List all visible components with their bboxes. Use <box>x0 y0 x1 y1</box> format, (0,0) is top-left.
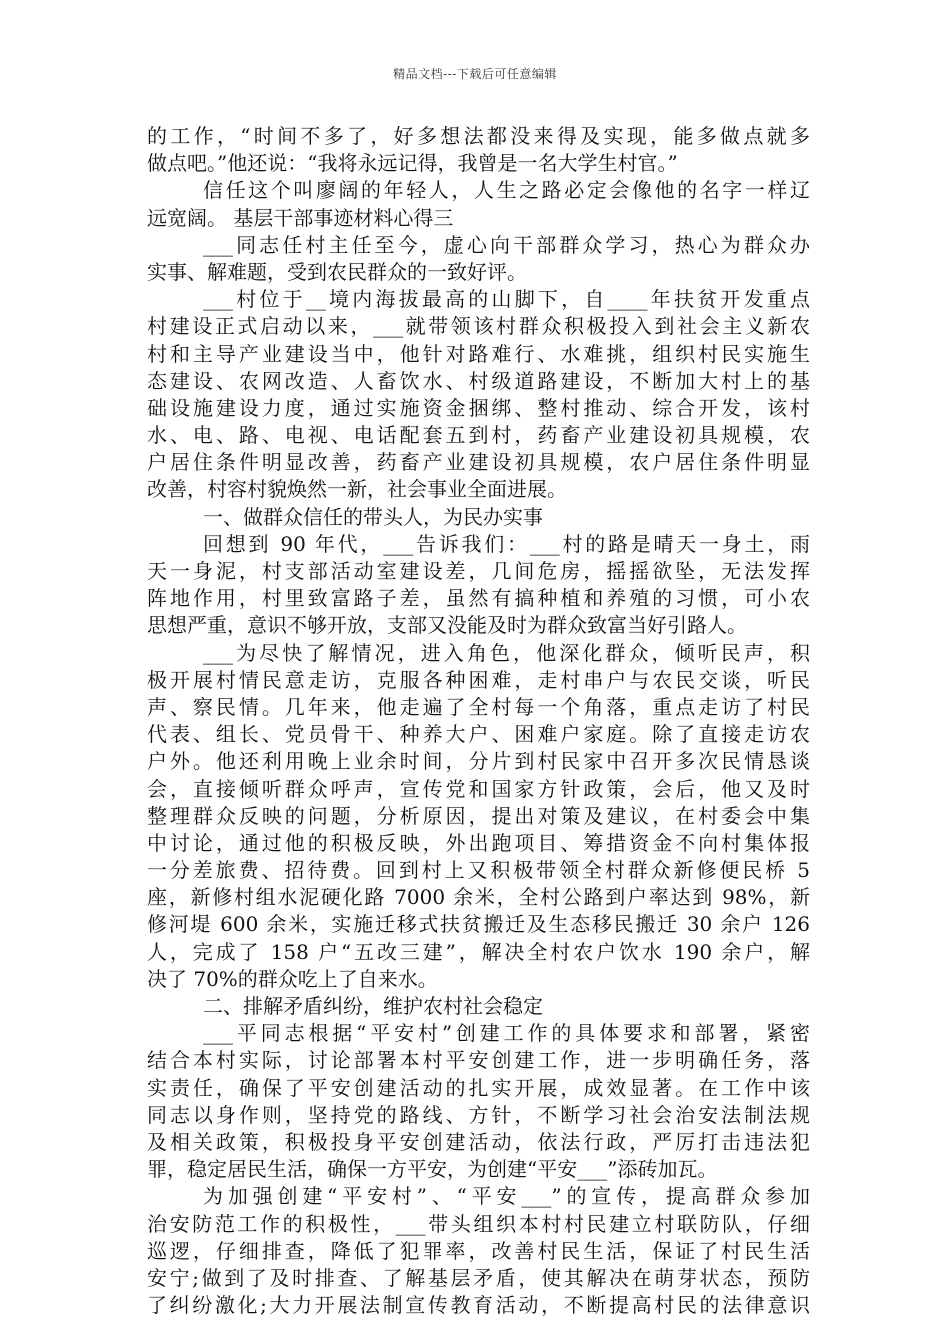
text-line: 巡逻，仔细排查，降低了犯罪率，改善村民生活，保证了村民生活 <box>147 1238 810 1263</box>
text-line: 一分差旅费、招待费。回到村上又积极带领全村群众新修便民桥 5 <box>147 858 810 883</box>
text-line: 声、察民情。几年来，他走遍了全村每一个角落，重点走访了村民 <box>147 694 810 719</box>
text-line: 远宽阔。 基层干部事迹材料心得三 <box>147 205 454 230</box>
document-body <box>147 123 810 1319</box>
text-line: 的工作，“时间不多了，好多想法都没来得及实现，能多做点就多 <box>147 124 810 148</box>
text-line: 治安防范工作的积极性，___带头组织本村村民建立村联防队，仔细 <box>147 1211 810 1236</box>
text-line: 为加强创建“平安村”、“平安___”的宣传，提高群众参加 <box>203 1184 810 1209</box>
text-line: 态建设、农网改造、人畜饮水、村级道路建设，不断加大村上的基 <box>147 368 810 393</box>
text-line: ___村位于__境内海拔最高的山脚下，自____年扶贫开发重点 <box>203 287 810 312</box>
text-line: 思想严重，意识不够开放，支部又没能及时为群众致富当好引路人。 <box>147 613 747 638</box>
text-line: 础设施建设力度，通过实施资金捆绑、整村推动、综合开发，该村 <box>147 395 810 420</box>
text-line: 会，直接倾听群众呼声，宣传党和国家方针政策，会后，他又及时 <box>147 776 810 801</box>
text-line: 了纠纷激化;大力开展法制宣传教育活动，不断提高村民的法律意识 <box>147 1293 810 1318</box>
text-line: 代表、组长、党员骨干、种养大户、困难户家庭。除了直接走访农 <box>147 722 810 747</box>
text-line: 二、排解矛盾纠纷，维护农村社会稳定 <box>203 994 543 1018</box>
text-line: 信任这个叫廖阔的年轻人，人生之路必定会像他的名字一样辽 <box>203 178 810 203</box>
text-line: 极开展村情民意走访，克服各种困难，走村串户与农民交谈，听民 <box>147 667 810 692</box>
text-line: 整理群众反映的问题，分析原因，提出对策及建议，在村委会中集 <box>147 803 810 828</box>
text-line: 人，完成了 158 户“五改三建”，解决全村农户饮水 190 余户，解 <box>147 939 810 964</box>
text-line: 决了 70%的群众吃上了自来水。 <box>147 966 438 991</box>
text-line: 水、电、路、电视、电话配套五到村，药畜产业建设初具规模，农 <box>147 423 810 448</box>
text-line: 一、做群众信任的带头人，为民办实事 <box>203 504 543 529</box>
text-line: 中讨论，通过他的积极反映，外出跑项目、筹措资金不向村集体报 <box>147 830 810 855</box>
text-line: 做点吧。”他还说：“我将永远记得，我曾是一名大学生村官。” <box>147 151 678 176</box>
text-line: 罪，稳定居民生活，确保一方平安，为创建“平安___”添砖加瓦。 <box>147 1157 718 1182</box>
text-line: 及相关政策，积极投身平安创建活动，依法行政，严厉打击违法犯 <box>147 1129 810 1154</box>
text-line: 修河堤 600 余米，实施迁移式扶贫搬迁及生态移民搬迁 30 余户 126 <box>147 912 810 937</box>
page-header: 精品文档---下载后可任意编辑 <box>393 67 557 81</box>
text-line: 村建设正式启动以来，___就带领该村群众积极投入到社会主义新农 <box>147 314 810 339</box>
text-line: 安宁;做到了及时排查、了解基层矛盾，使其解决在萌芽状态，预防 <box>147 1265 810 1290</box>
text-line: 实责任，确保了平安创建活动的扎实开展，成效显著。在工作中该 <box>147 1075 810 1100</box>
text-line: ___为尽快了解情况，进入角色，他深化群众，倾听民声，积 <box>203 640 810 665</box>
text-line: ___平同志根据“平安村”创建工作的具体要求和部署，紧密 <box>203 1021 810 1046</box>
text-line: 户居住条件明显改善，药畜产业建设初具规模，农户居住条件明显 <box>147 450 810 475</box>
text-line: 阵地作用，村里致富路子差，虽然有搞种植和养殖的习惯，可小农 <box>147 586 810 611</box>
text-line: 天一身泥，村支部活动室建设差，几间危房，摇摇欲坠，无法发挥 <box>147 559 810 583</box>
text-line: ___同志任村主任至今，虚心向干部群众学习，热心为群众办 <box>203 232 810 257</box>
text-line: 村和主导产业建设当中，他针对路难行、水难挑，组织村民实施生 <box>147 341 810 366</box>
text-line: 座，新修村组水泥硬化路 7000 余米，全村公路到户率达到 98%，新 <box>147 885 810 910</box>
text-line: 改善，村容村貌焕然一新，社会事业全面进展。 <box>147 477 567 502</box>
text-line: 同志以身作则，坚持党的路线、方针，不断学习社会治安法制法规 <box>147 1102 810 1127</box>
text-line: 户外。他还利用晚上业余时间，分片到村民家中召开多次民情恳谈 <box>147 749 810 774</box>
text-line: 实事、解难题，受到农民群众的一致好评。 <box>147 259 527 284</box>
text-line: 结合本村实际，讨论部署本村平安创建工作，进一步明确任务，落 <box>147 1048 810 1073</box>
text-line: 回想到 90 年代，___告诉我们：___村的路是晴天一身土，雨 <box>203 531 810 556</box>
